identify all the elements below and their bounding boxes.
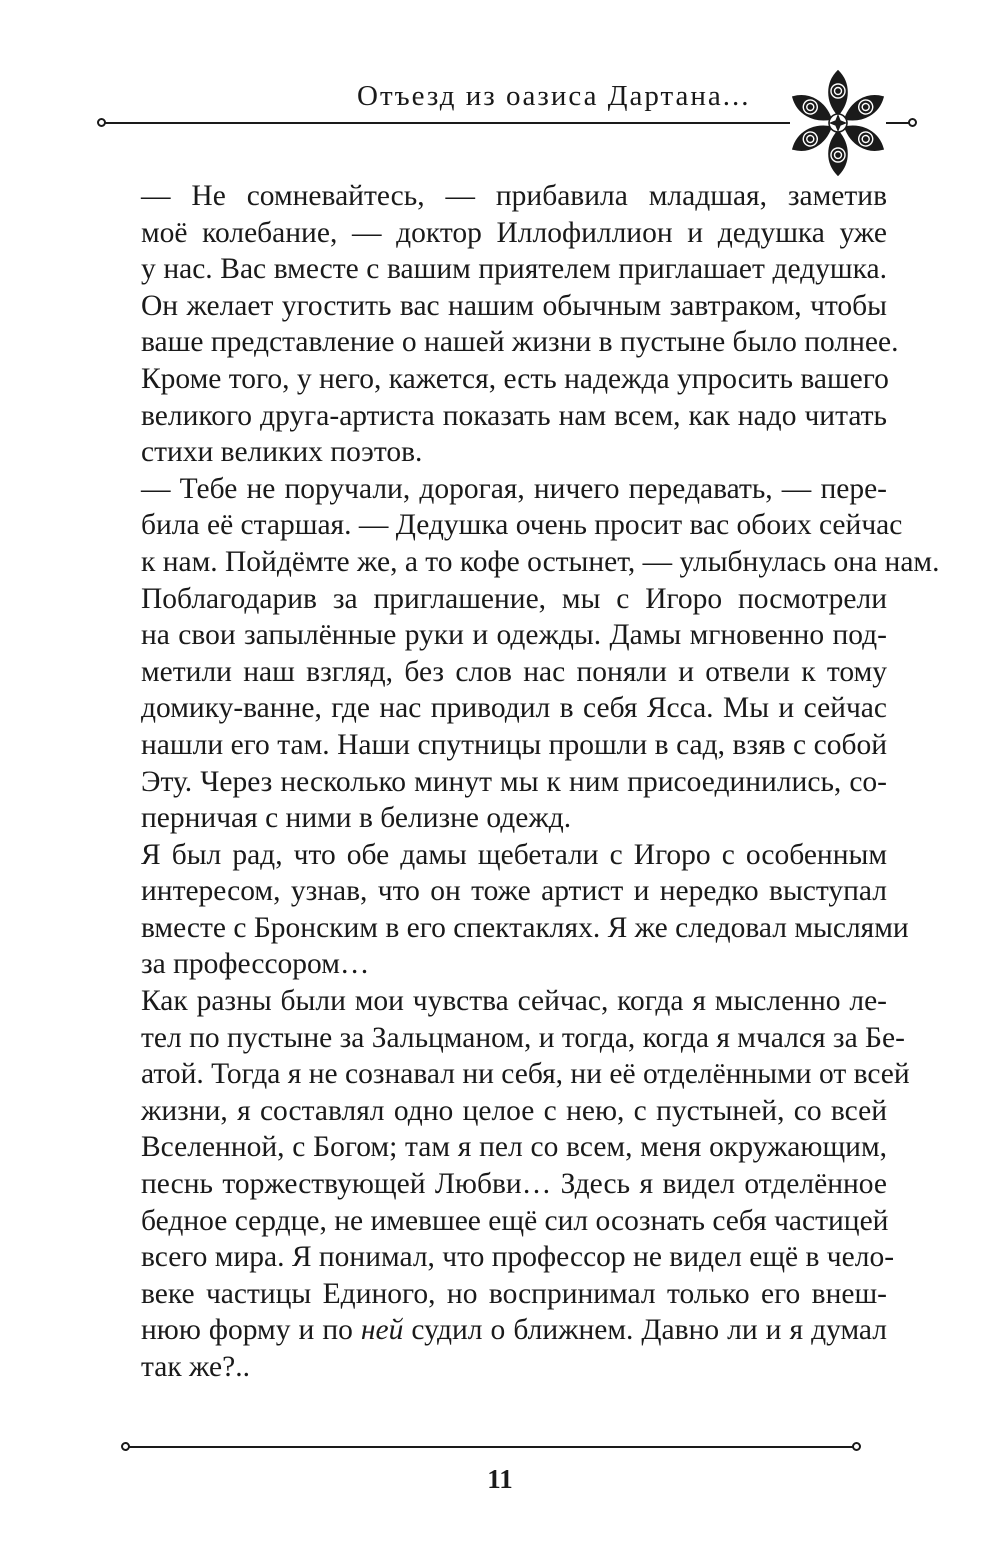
text-line: Он желает угостить вас нашим обычным завтраком, чтобы [141, 289, 887, 322]
page-number: 11 [487, 1464, 513, 1494]
text-line: Вселенной, с Богом; там я пел со всем, меня окружающим, [141, 1131, 887, 1164]
text-line: за профессором… [141, 948, 370, 981]
text-line: веке частицы Единого, но воспринимал только его внеш- [141, 1277, 887, 1310]
text-line: стихи великих поэтов. [141, 436, 423, 469]
paragraph [95, 837, 909, 983]
text-line: всего мира. Я понимал, что профессор не видел ещё в чело- [141, 1241, 895, 1274]
text-line: Как разны были мои чувства сейчас, когда я мысленно ле- [141, 985, 887, 1018]
text-line: великого друга-артиста показать нам всем, как надо читать [141, 399, 887, 432]
text-line: домику-ванне, где нас приводил в себя Ясса. Мы и сейчас [141, 692, 887, 725]
footer-rule-right-dot [852, 1442, 861, 1451]
body-text [95, 178, 940, 1386]
text-line: к нам. Пойдёмте же, а то кофе остынет, — улыбнулась она нам. [141, 545, 940, 578]
text-line: Поблагодарив за приглашение, мы с Игоро посмотрели [141, 582, 887, 615]
running-title: Отъезд из оазиса Дартана... [357, 80, 751, 112]
text-line: ваше представление о нашей жизни в пустыне было полнее. [141, 326, 899, 359]
paragraph [95, 471, 940, 581]
text-line: Я был рад, что обе дамы щебетали с Игоро с особенным [141, 838, 887, 871]
emphasis: ней [360, 1314, 404, 1347]
text-line: била её старшая. — Дедушка очень просит вас обоих сейчас [141, 509, 903, 542]
text-line: атой. Тогда я не сознавал ни себя, ни её отделёнными от всей [141, 1058, 910, 1091]
text-line: так же?.. [141, 1351, 250, 1383]
paragraph [95, 178, 899, 471]
mandala-ornament-icon [790, 63, 886, 183]
text-line: моё колебание, — доктор Иллофиллион и дедушка уже [141, 216, 887, 249]
paragraph [95, 983, 910, 1386]
text-line: — Не сомневайтесь, — прибавила младшая, заметив [141, 180, 887, 212]
text-line: вместе с Бронским в его спектаклях. Я же следовал мыслями [141, 911, 909, 944]
text-line: у нас. Вас вместе с вашим приятелем приглашает дедушка. [141, 253, 887, 286]
text-line: перничая с ними в белизне одежд. [141, 802, 572, 835]
header-rule-left-dot [97, 118, 106, 127]
text-line: жизни, я составлял одно целое с нею, с пустыней, со всей [141, 1094, 887, 1127]
text-line: интересом, узнав, что он тоже артист и нередко выступал [141, 875, 887, 908]
header-rule-right-dot [908, 118, 917, 127]
footer-rule [127, 1446, 857, 1448]
paragraph [95, 581, 887, 837]
text-line: метили наш взгляд, без слов нас поняли и отвели к тому [141, 655, 887, 688]
text-line: песнь торжествующей Любви… Здесь я видел отделённое [141, 1168, 887, 1201]
text-line: нюю форму и по ней судил о ближнем. Давно ли и я думал [141, 1314, 887, 1347]
text-line: нашли его там. Наши спутницы прошли в сад, взяв с собой [141, 728, 887, 761]
text-line: — Тебе не поручали, дорогая, ничего передавать, — пере- [141, 472, 887, 505]
text-line: Кроме того, у него, кажется, есть надежда упросить вашего [141, 362, 889, 395]
text-line: на свои запылённые руки и одежды. Дамы мгновенно под- [141, 619, 887, 652]
text-line: тел по пустыне за Зальцманом, и тогда, когда я мчался за Бе- [141, 1021, 905, 1054]
text-line: Эту. Через несколько минут мы к ним присоединились, со- [141, 765, 887, 798]
footer-rule-left-dot [121, 1442, 130, 1451]
text-line: бедное сердце, не имевшее ещё сил осознать себя частицей [141, 1204, 889, 1237]
